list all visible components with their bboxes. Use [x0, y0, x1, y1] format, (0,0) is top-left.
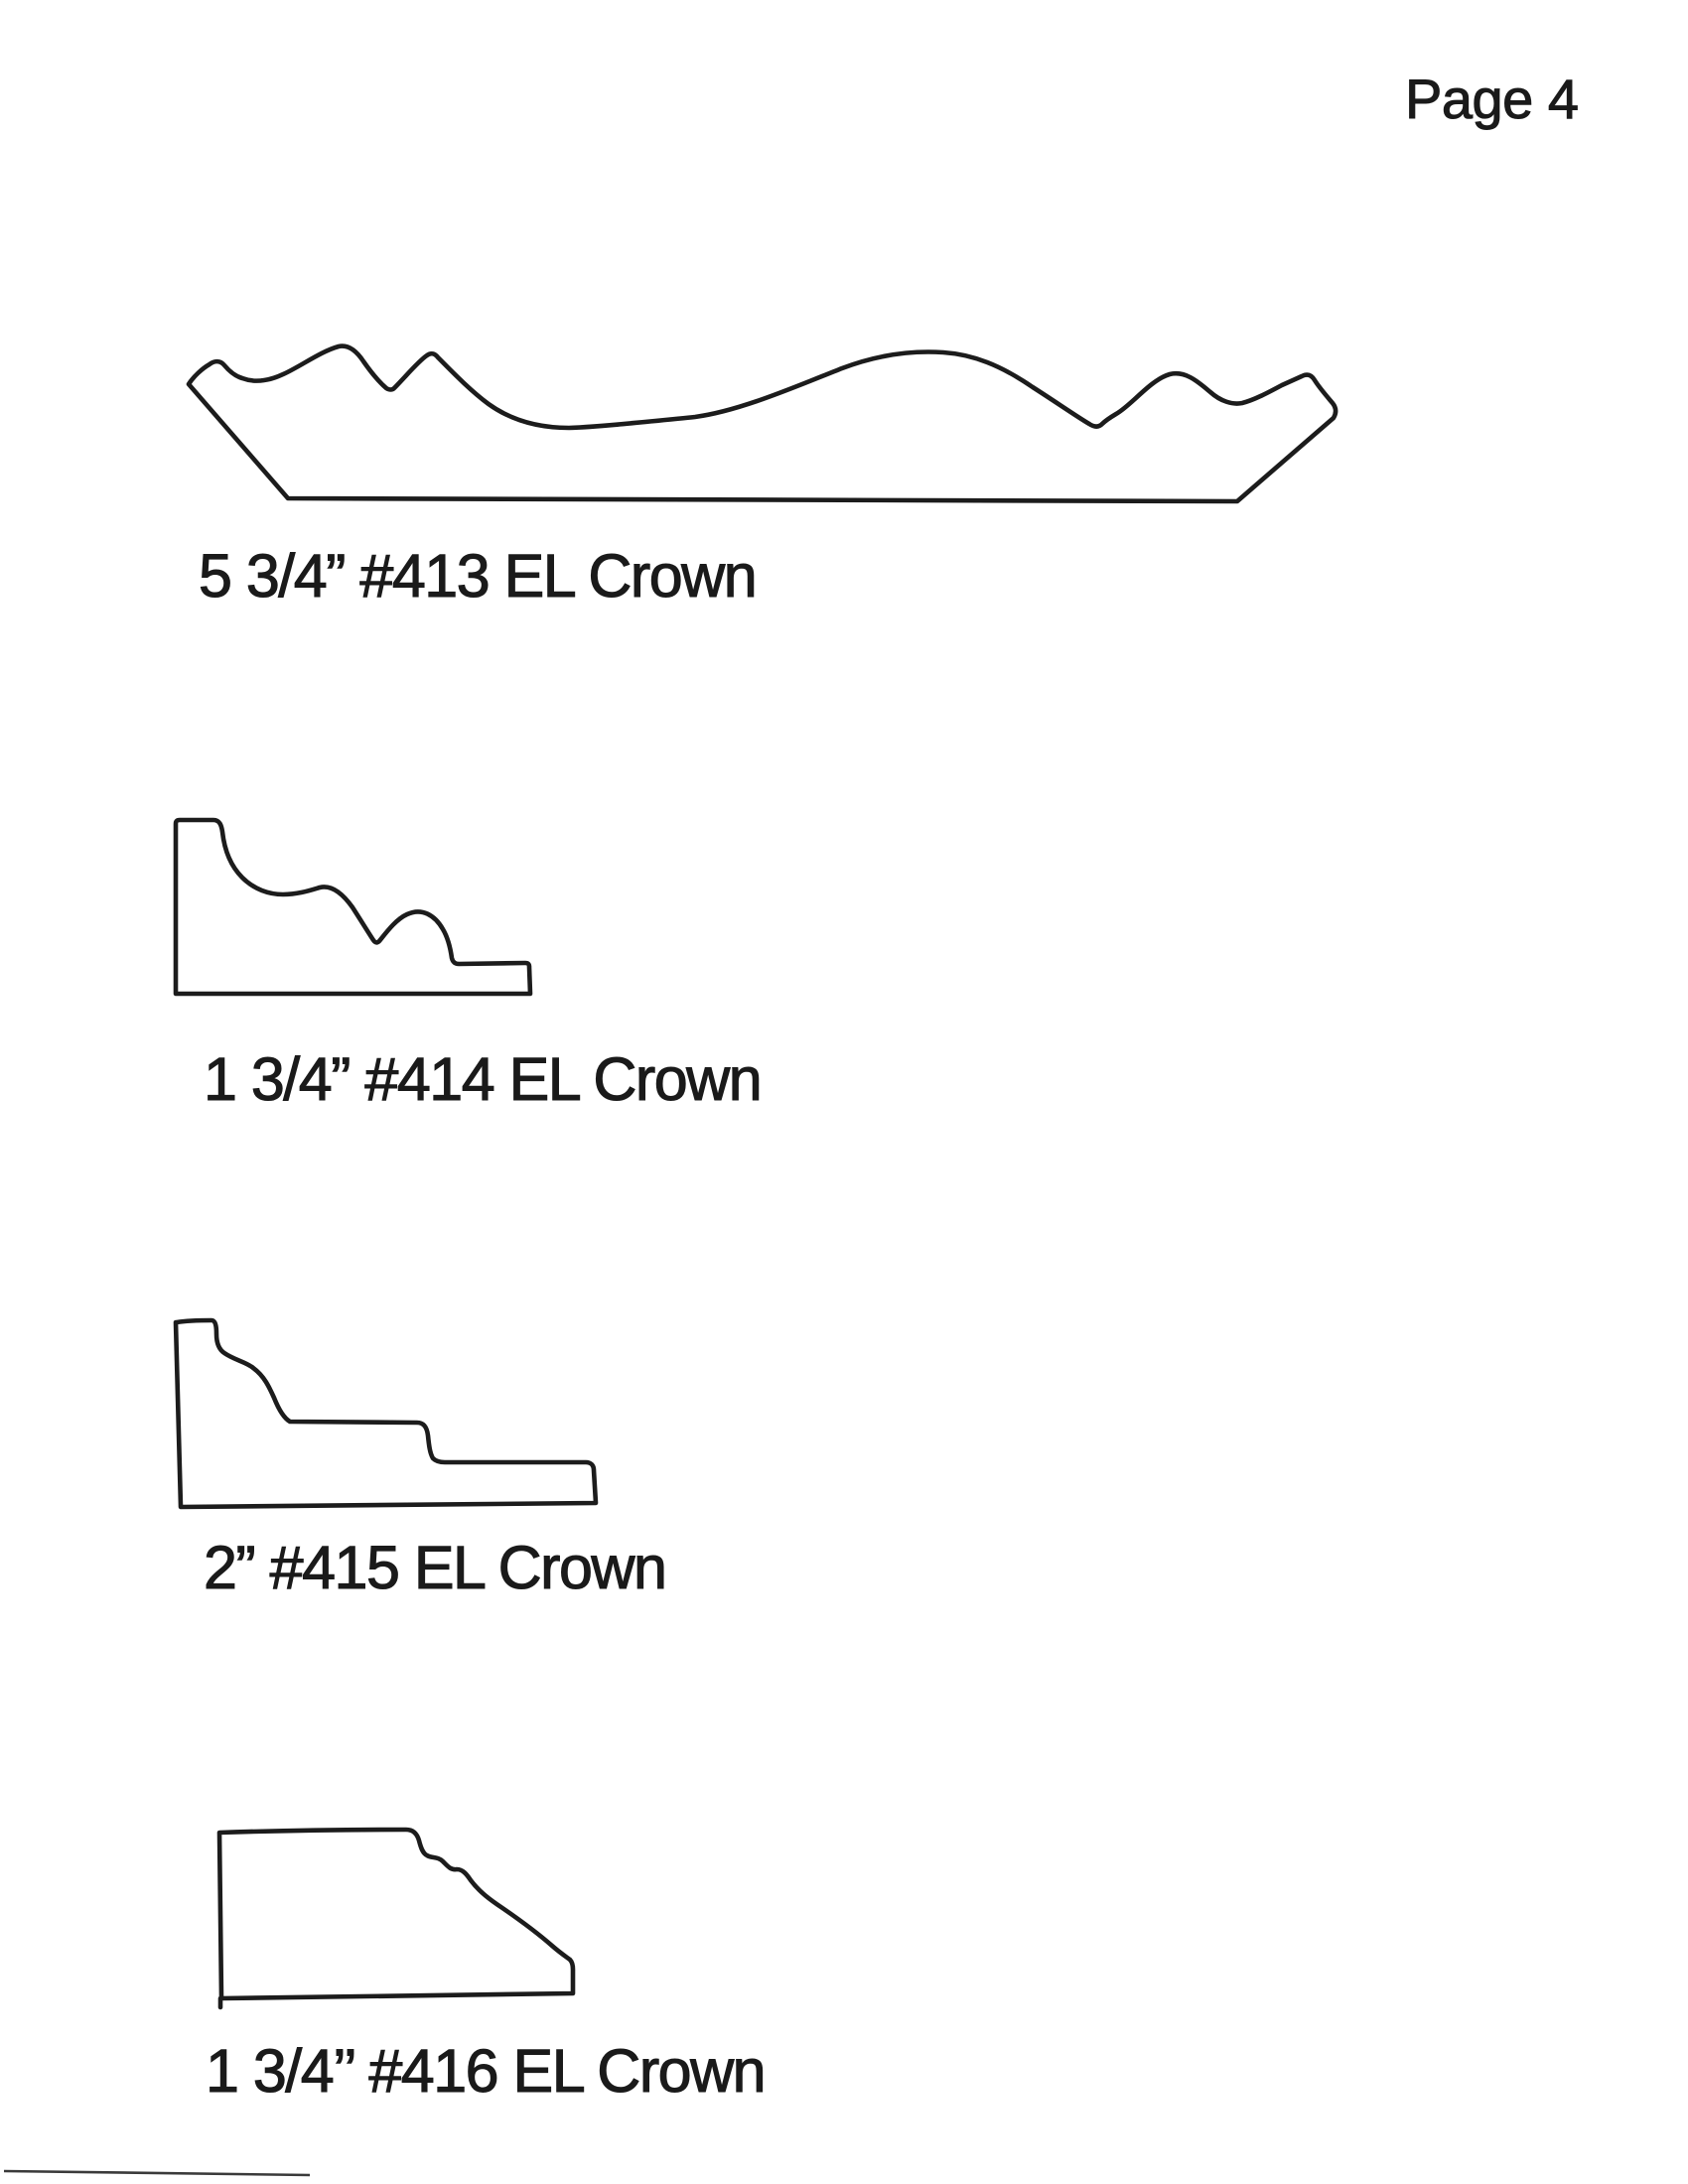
profile-413-label: 5 3/4” #413 EL Crown — [199, 542, 757, 610]
profile-414-label: 1 3/4” #414 EL Crown — [204, 1045, 762, 1113]
profile-416-label: 1 3/4’’ #416 EL Crown — [206, 2037, 766, 2105]
crown-profile-416-drawing — [219, 1830, 573, 2007]
crown-profile-413-drawing — [189, 346, 1336, 501]
crown-profile-415-drawing — [176, 1320, 596, 1507]
page-number: Page 4 — [1405, 68, 1579, 130]
crown-profile-414-drawing — [176, 820, 530, 994]
page-scan-edge-artifact-line — [4, 2171, 310, 2175]
profile-415-label: 2” #415 EL Crown — [204, 1534, 666, 1601]
